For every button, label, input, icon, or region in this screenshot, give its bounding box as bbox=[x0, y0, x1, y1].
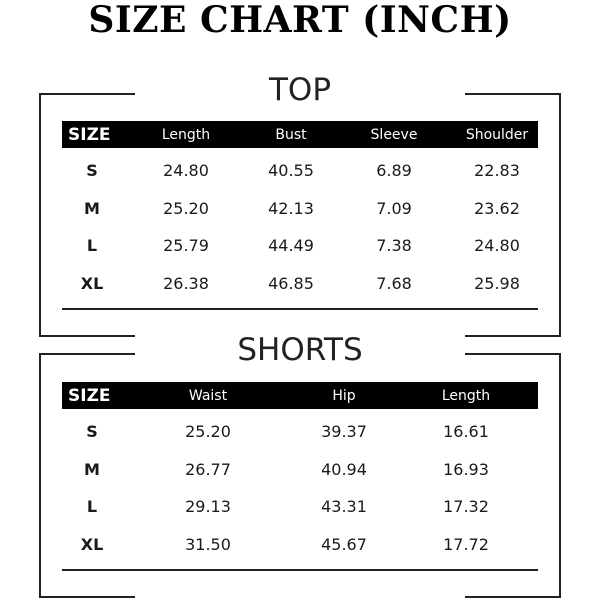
table-row bbox=[62, 451, 538, 489]
size-cell: M bbox=[84, 459, 100, 479]
table-row bbox=[62, 190, 538, 228]
shorts-table-header bbox=[62, 382, 538, 409]
header-cell: Bust bbox=[275, 126, 307, 143]
table-cell: 39.37 bbox=[321, 422, 367, 442]
table-cell: 26.38 bbox=[163, 273, 209, 293]
shorts-frame-line bbox=[39, 596, 135, 598]
table-cell: 22.83 bbox=[474, 161, 520, 181]
size-cell: M bbox=[84, 198, 100, 218]
table-cell: 7.38 bbox=[376, 236, 412, 256]
table-cell: 17.72 bbox=[443, 534, 489, 554]
header-cell: Shoulder bbox=[465, 126, 529, 143]
header-cell: Hip bbox=[332, 387, 356, 404]
table-cell: 7.68 bbox=[376, 273, 412, 293]
table-row bbox=[62, 227, 538, 265]
table-cell: 16.93 bbox=[443, 459, 489, 479]
table-cell: 25.20 bbox=[163, 198, 209, 218]
shorts-size-table bbox=[62, 382, 538, 563]
top-size-table bbox=[62, 121, 538, 302]
table-cell: 24.80 bbox=[474, 236, 520, 256]
top-section-title: TOP bbox=[268, 72, 332, 108]
table-cell: 16.61 bbox=[443, 422, 489, 442]
header-cell: Length bbox=[441, 387, 491, 404]
table-cell: 40.55 bbox=[268, 161, 314, 181]
header-cell: Waist bbox=[188, 387, 228, 404]
table-cell: 44.49 bbox=[268, 236, 314, 256]
size-cell: XL bbox=[80, 534, 104, 554]
table-row bbox=[62, 526, 538, 564]
table-cell: 46.85 bbox=[268, 273, 314, 293]
table-cell: 17.32 bbox=[443, 497, 489, 517]
table-cell: 43.31 bbox=[321, 497, 367, 517]
table-cell: 29.13 bbox=[185, 497, 231, 517]
page-title: SIZE CHART (INCH) bbox=[88, 0, 512, 41]
size-cell: XL bbox=[80, 273, 104, 293]
table-cell: 25.20 bbox=[185, 422, 231, 442]
table-row bbox=[62, 413, 538, 451]
top-frame-line bbox=[39, 93, 41, 337]
shorts-frame-line bbox=[39, 353, 41, 598]
size-cell: L bbox=[86, 497, 98, 517]
shorts-frame-line bbox=[559, 353, 561, 598]
table-row bbox=[62, 265, 538, 303]
table-cell: 42.13 bbox=[268, 198, 314, 218]
table-row bbox=[62, 152, 538, 190]
table-row bbox=[62, 488, 538, 526]
top-bottom-rule bbox=[62, 308, 538, 310]
header-cell: Sleeve bbox=[370, 126, 418, 143]
size-cell: S bbox=[86, 422, 98, 442]
size-cell: S bbox=[86, 161, 98, 181]
shorts-section-title: SHORTS bbox=[237, 332, 363, 368]
table-cell: 40.94 bbox=[321, 459, 367, 479]
table-cell: 25.98 bbox=[474, 273, 520, 293]
header-cell: SIZE bbox=[68, 385, 111, 406]
top-table-header bbox=[62, 121, 538, 148]
header-cell: SIZE bbox=[68, 124, 111, 145]
size-cell: L bbox=[86, 236, 98, 256]
table-cell: 6.89 bbox=[376, 161, 412, 181]
table-cell: 45.67 bbox=[321, 534, 367, 554]
header-cell: Length bbox=[161, 126, 211, 143]
table-cell: 25.79 bbox=[163, 236, 209, 256]
table-cell: 24.80 bbox=[163, 161, 209, 181]
table-cell: 26.77 bbox=[185, 459, 231, 479]
table-cell: 31.50 bbox=[185, 534, 231, 554]
shorts-bottom-rule bbox=[62, 569, 538, 571]
top-frame-line bbox=[559, 93, 561, 337]
table-cell: 7.09 bbox=[376, 198, 412, 218]
shorts-frame-line bbox=[465, 596, 561, 598]
table-cell: 23.62 bbox=[474, 198, 520, 218]
